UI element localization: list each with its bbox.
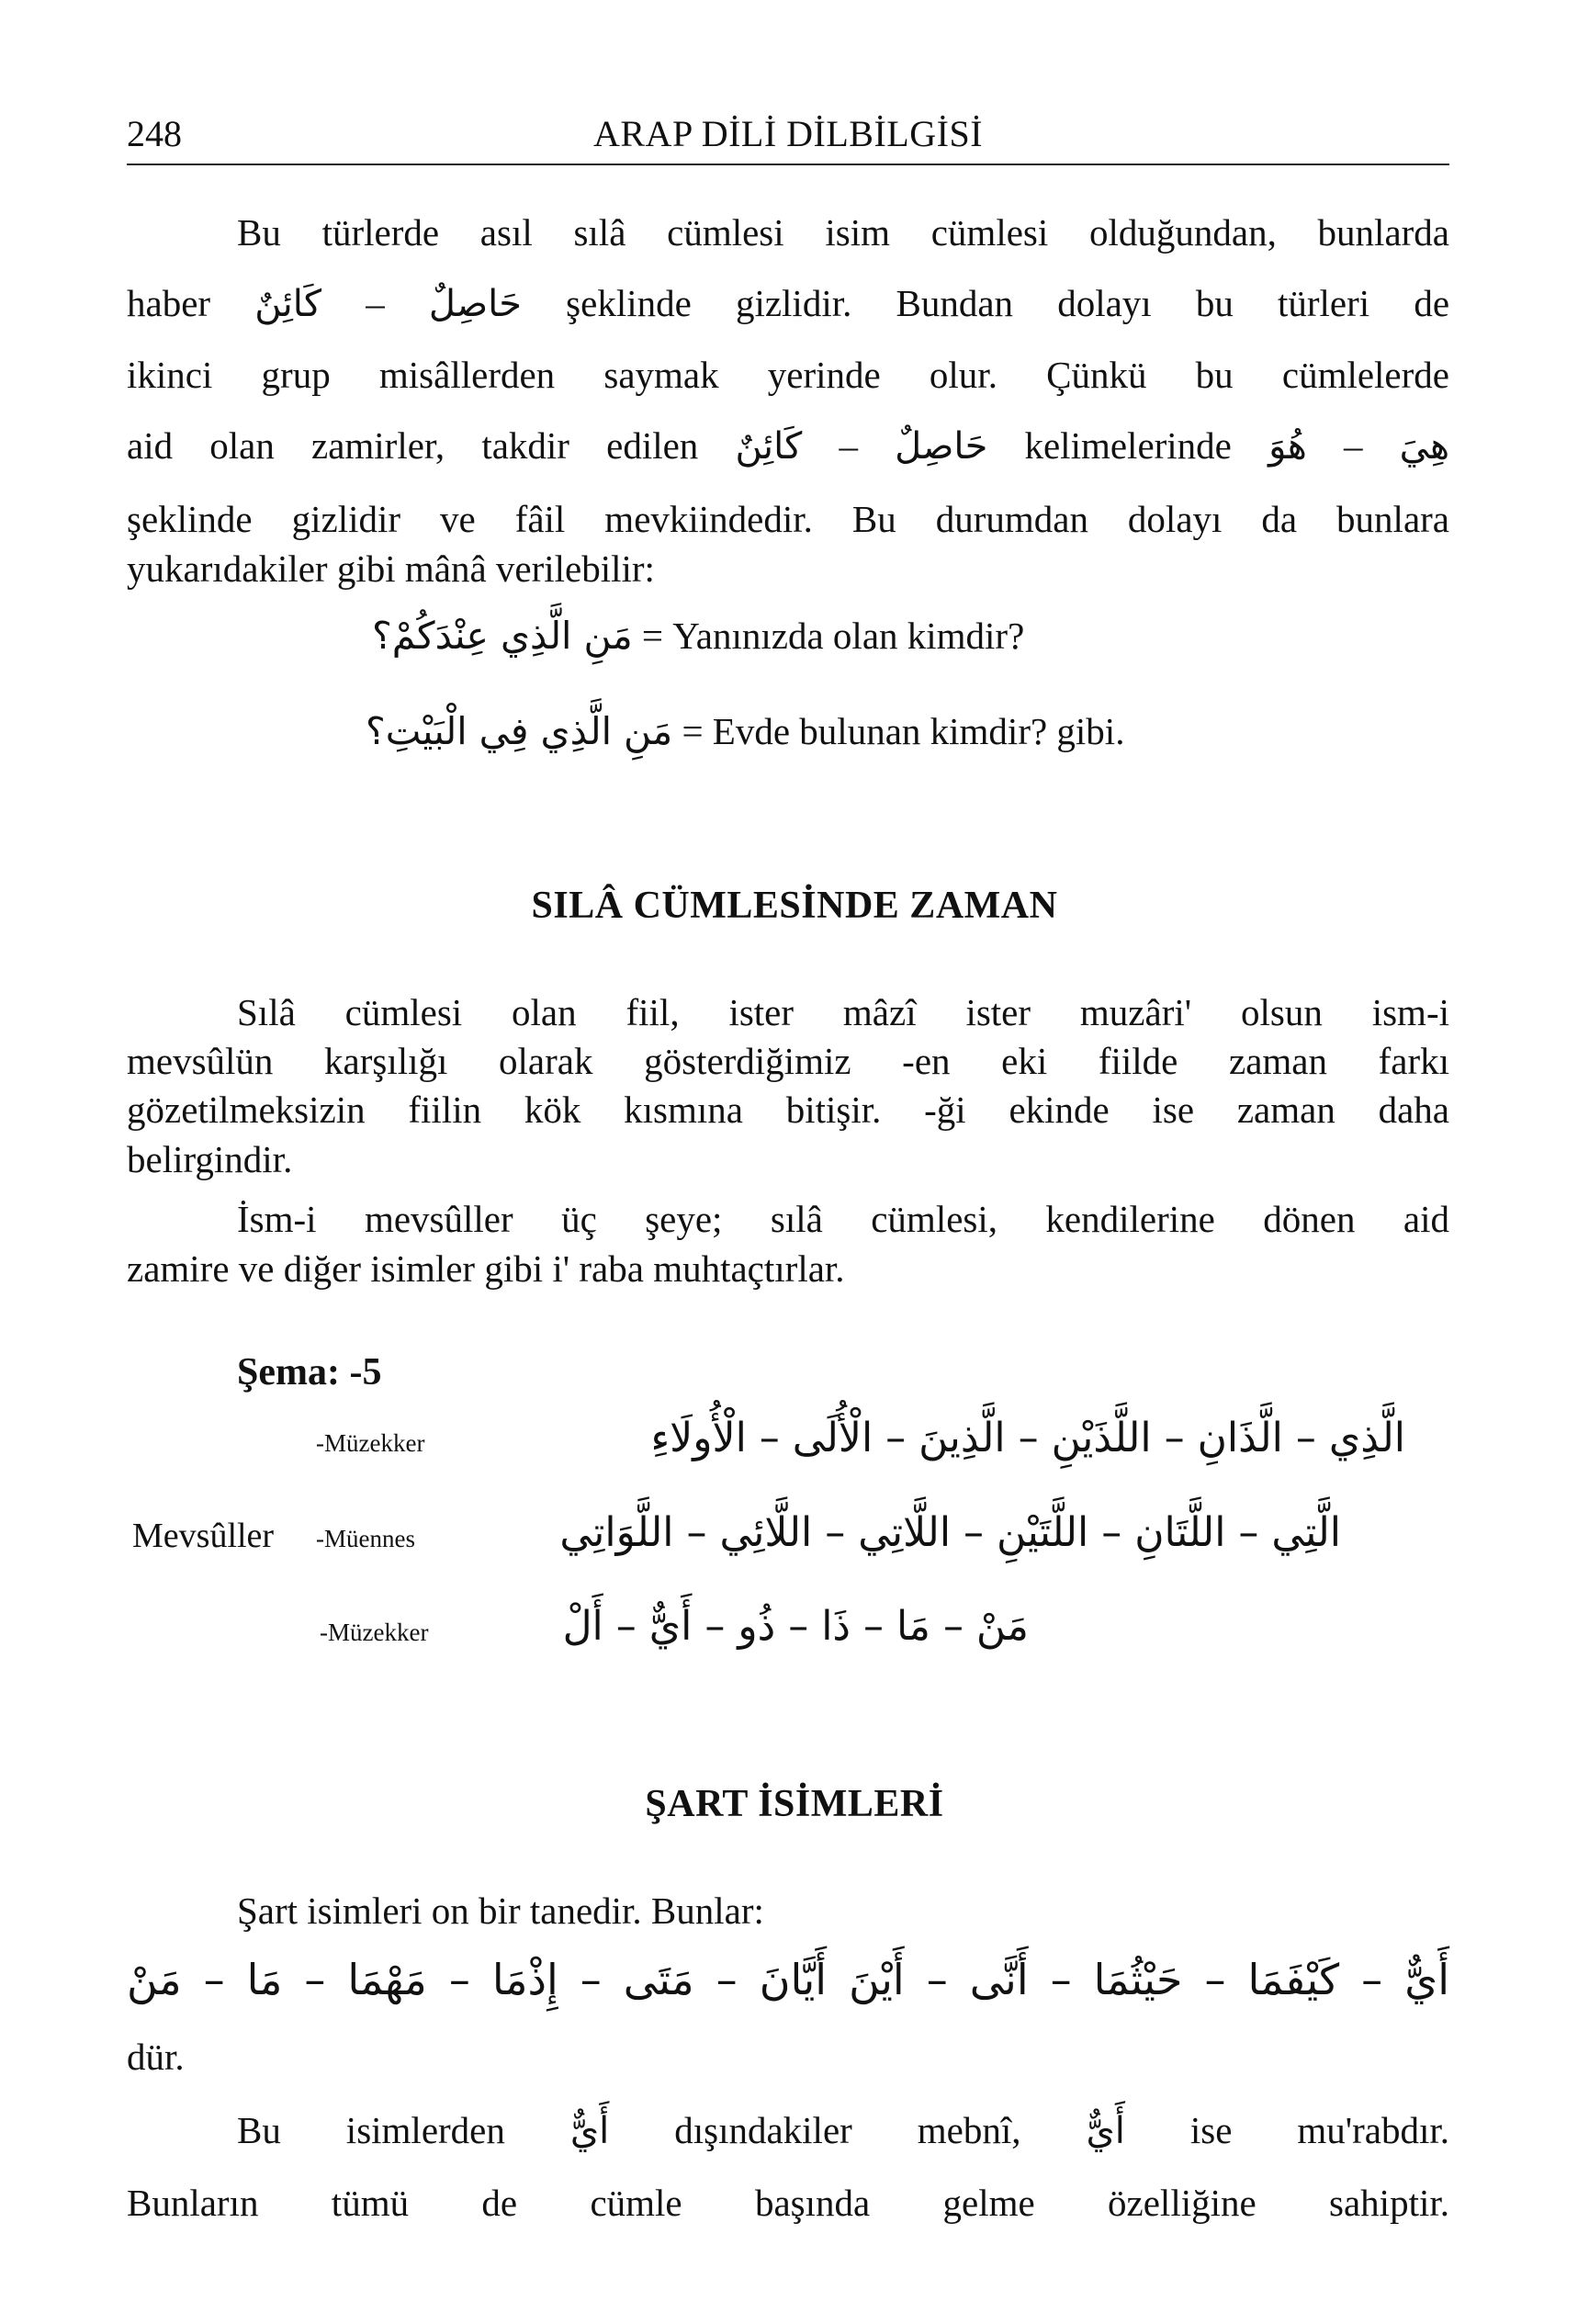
schema-arabic-row-3: مَنْ – مَا – ذَا – ذُو – أَيٌّ – أَلْ bbox=[562, 1603, 1029, 1650]
example-arabic: مَنِ الَّذِي فِي الْبَيْتِ؟ bbox=[366, 709, 673, 753]
page-header bbox=[127, 108, 1449, 165]
arabic-word: حَاصِلٌ bbox=[895, 425, 988, 468]
p5-line-2: Bunların tümü de cümle başında gelme özelliğine sahiptir. bbox=[127, 2182, 1449, 2224]
arabic-word: أَيٌّ bbox=[569, 2110, 610, 2152]
p5-line-1 bbox=[237, 2107, 1449, 2154]
schema-label: Şema: -5 bbox=[237, 1351, 382, 1393]
text-span: aid olan zamirler, takdir edilen bbox=[127, 424, 699, 467]
p3-line-2: zamire ve diğer isimler gibi i' raba muhtaçtırlar. bbox=[127, 1247, 845, 1290]
schema-arabic-row-1: الَّذِي – الَّذَانِ – اللَّذَيْنِ – الَّذِينَ – الْأُلَى – الْأُولَاءِ bbox=[650, 1415, 1405, 1461]
text-span: Bu isimlerden bbox=[237, 2109, 505, 2151]
schema-gender-label: -Müzekker bbox=[316, 1429, 425, 1457]
p2-line-3: gözetilmeksizin fiilin kök kısmına bitişir. -ği ekinde ise zaman daha bbox=[127, 1089, 1449, 1131]
p1-line-6: yukarıdakiler gibi mânâ verilebilir: bbox=[127, 547, 655, 590]
example-meaning: = Evde bulunan kimdir? gibi. bbox=[682, 710, 1125, 752]
arabic-word: حَاصِلٌ bbox=[428, 283, 523, 325]
arabic-word: أَيٌّ bbox=[1086, 2110, 1125, 2152]
p3-line-1: İsm-i mevsûller üç şeye; sılâ cümlesi, kendilerine dönen aid bbox=[237, 1198, 1449, 1240]
schema-group-label: Mevsûller bbox=[132, 1517, 275, 1555]
arabic-word: هِيَ bbox=[1399, 425, 1450, 468]
example-1 bbox=[372, 614, 1024, 658]
text-span: haber bbox=[127, 282, 211, 324]
page-number: 248 bbox=[127, 113, 182, 154]
schema-arabic-row-2: الَّتِي – اللَّتَانِ – اللَّتَيْنِ – اللَّاتِي – اللَّائِي – اللَّوَاتِي bbox=[559, 1509, 1341, 1556]
sart-isimleri-list: أَيٌّ – كَيْفَمَا – حَيْثُمَا – أَنَّى – أَيْنَ أَيَّانَ – مَتَى – إِذْمَا – مَهْمَا – مَا – مَنْ bbox=[127, 1955, 1449, 2004]
dash: – bbox=[1344, 424, 1363, 467]
p1-line-2 bbox=[127, 280, 1449, 327]
arabic-word: هُوَ bbox=[1268, 425, 1307, 468]
text-span: dışındakiler mebnî, bbox=[674, 2109, 1021, 2151]
text-span: ise mu'rabdır. bbox=[1189, 2109, 1450, 2151]
p1-line-5: şeklinde gizlidir ve fâil mevkiindedir. Bu durumdan dolayı da bunlara bbox=[127, 498, 1449, 540]
dash: – bbox=[366, 282, 385, 324]
schema-gender-label: -Müennes bbox=[316, 1525, 415, 1552]
dash: – bbox=[839, 424, 858, 467]
p4-line-1: Şart isimleri on bir tanedir. Bunlar: bbox=[237, 1890, 764, 1932]
schema-gender-label: -Müzekker bbox=[320, 1619, 429, 1646]
section-heading-sila: SILÂ CÜMLESİNDE ZAMAN bbox=[531, 885, 1058, 927]
p1-line-3: ikinci grup misâllerden saymak yerinde olur. Çünkü bu cümlelerde bbox=[127, 354, 1449, 396]
text-span: kelimelerinde bbox=[1024, 424, 1232, 467]
arabic-word: كَائِنٌ bbox=[254, 283, 322, 325]
p2-line-1: Sılâ cümlesi olan fiil, ister mâzî ister muzâri' olsun ism-i bbox=[237, 991, 1449, 1033]
running-title: ARAP DİLİ DİLBİLGİSİ bbox=[592, 113, 984, 154]
p4-line-3: dür. bbox=[127, 2036, 185, 2078]
text-span: şeklinde gizlidir. Bundan dolayı bu türleri de bbox=[566, 282, 1450, 324]
p1-line-1: Bu türlerde asıl sılâ cümlesi isim cümlesi olduğundan, bunlarda bbox=[237, 211, 1449, 254]
p2-line-2: mevsûlün karşılığı olarak gösterdiğimiz -en eki fiilde zaman farkı bbox=[127, 1040, 1449, 1082]
p1-line-4 bbox=[127, 423, 1449, 469]
section-heading-sart: ŞART İSİMLERİ bbox=[645, 1783, 944, 1825]
p2-line-4: belirgindir. bbox=[127, 1138, 293, 1180]
example-2 bbox=[366, 709, 1124, 753]
example-meaning: = Yanınızda olan kimdir? bbox=[641, 615, 1025, 657]
arabic-word: كَائِنٌ bbox=[735, 425, 803, 468]
example-arabic: مَنِ الَّذِي عِنْدَكُمْ؟ bbox=[372, 614, 633, 658]
